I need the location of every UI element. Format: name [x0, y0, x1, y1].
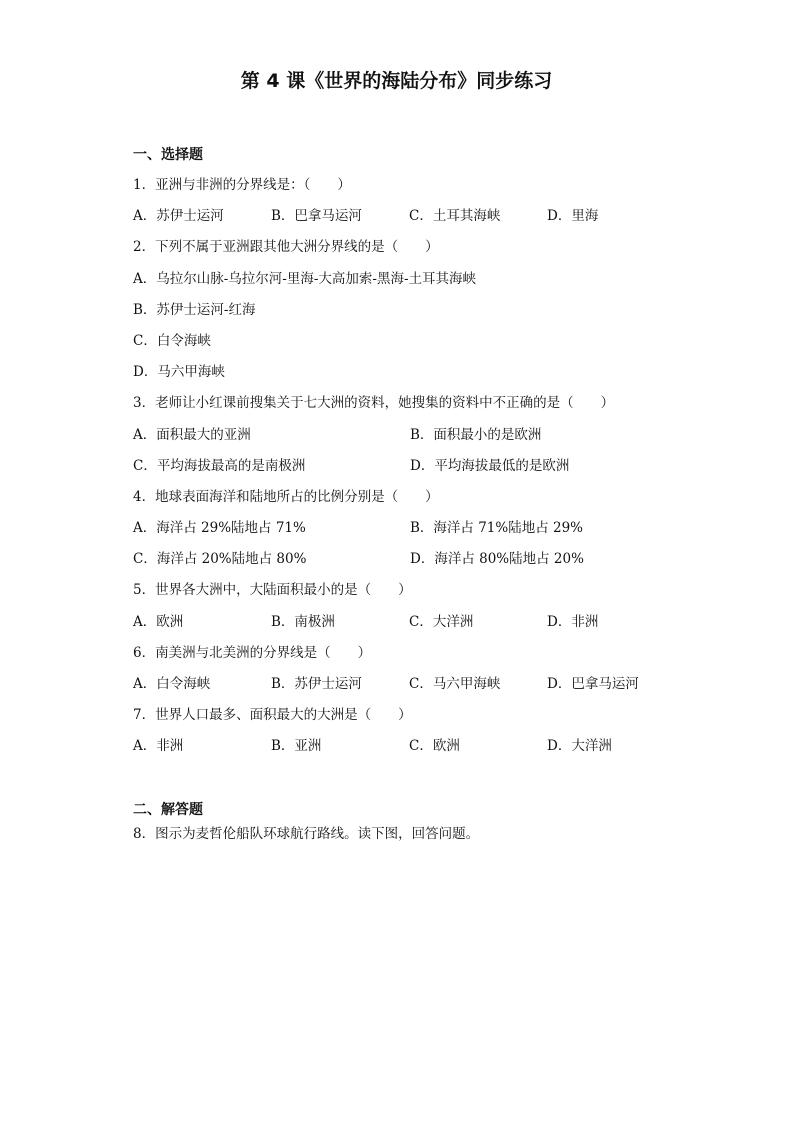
- option-b: B．苏伊士运河: [271, 676, 362, 692]
- section-short-answer: [133, 800, 693, 848]
- option-c: C．马六甲海峡: [409, 676, 501, 692]
- option-c: C．海洋占 20%陆地占 80%: [133, 551, 307, 568]
- option-b: B．巴拿马运河: [271, 208, 362, 225]
- question-6: 6．南美洲与北美洲的分界线是（ ）: [133, 644, 372, 661]
- option-b: B．亚洲: [271, 738, 322, 755]
- option-d: D．非洲: [547, 613, 599, 630]
- option-b: B．南极洲: [271, 613, 335, 630]
- question-7-options: [133, 731, 693, 762]
- option-b: B．面积最小的是欧洲: [410, 426, 542, 443]
- question-5-options: [133, 607, 693, 638]
- question-4: 4．地球表面海洋和陆地所占的比例分别是（ ）: [133, 488, 439, 505]
- option-d: D．巴拿马运河: [547, 676, 639, 692]
- question-3-options-row-2: [133, 451, 693, 482]
- section-multiple-choice: [133, 145, 693, 763]
- question-5: 5．世界各大洲中，大陆面积最小的是（ ）: [133, 582, 412, 599]
- section-title: 一、选择题: [133, 147, 203, 163]
- question-8: 8．图示为麦哲伦船队环球航行路线。读下图，回答问题。: [133, 826, 480, 842]
- option-a: A．面积最大的亚洲: [133, 426, 251, 443]
- option-a: A．欧洲: [133, 613, 184, 630]
- question-4-options-row-2: [133, 544, 693, 575]
- option-a: A．非洲: [133, 738, 184, 755]
- question-3: 3．老师让小红课前搜集关于七大洲的资料，她搜集的资料中不正确的是（ ）: [133, 395, 615, 412]
- option-d: D．平均海拔最低的是欧洲: [410, 457, 570, 474]
- section-title: 二、解答题: [133, 802, 203, 818]
- option-a: A．乌拉尔山脉-乌拉尔河-里海-大高加索-黑海-土耳其海峡: [133, 270, 477, 287]
- option-b: B．海洋占 71%陆地占 29%: [410, 520, 584, 537]
- option-d: D．大洋洲: [547, 738, 612, 755]
- question-3-options-row-1: [133, 420, 693, 451]
- option-d: D．里海: [547, 208, 599, 225]
- option-d: D．海洋占 80%陆地占 20%: [410, 551, 584, 568]
- question-6-options: [133, 669, 693, 700]
- option-a: A．海洋占 29%陆地占 71%: [133, 520, 306, 537]
- option-c: C．欧洲: [409, 738, 460, 755]
- option-c: C．白令海峡: [133, 332, 211, 349]
- option-c: C．大洋洲: [409, 613, 474, 630]
- option-b: B．苏伊士运河-红海: [133, 301, 256, 318]
- question-2: 2．下列不属于亚洲跟其他大洲分界线的是（ ）: [133, 239, 439, 256]
- question-4-options-row-1: [133, 513, 693, 544]
- option-c: C．平均海拔最高的是南极洲: [133, 457, 306, 474]
- question-1: 1．亚洲与非洲的分界线是：（ ）: [133, 177, 351, 193]
- option-d: D．马六甲海峡: [133, 364, 225, 381]
- option-c: C．土耳其海峡: [409, 208, 501, 225]
- question-7: 7．世界人口最多、面积最大的大洲是（ ）: [133, 707, 412, 724]
- option-a: A．白令海峡: [133, 676, 211, 692]
- option-a: A．苏伊士运河: [133, 208, 224, 225]
- page-title: 第 4 课《世界的海陆分布》同步练习: [240, 70, 553, 92]
- question-1-options: [133, 201, 693, 232]
